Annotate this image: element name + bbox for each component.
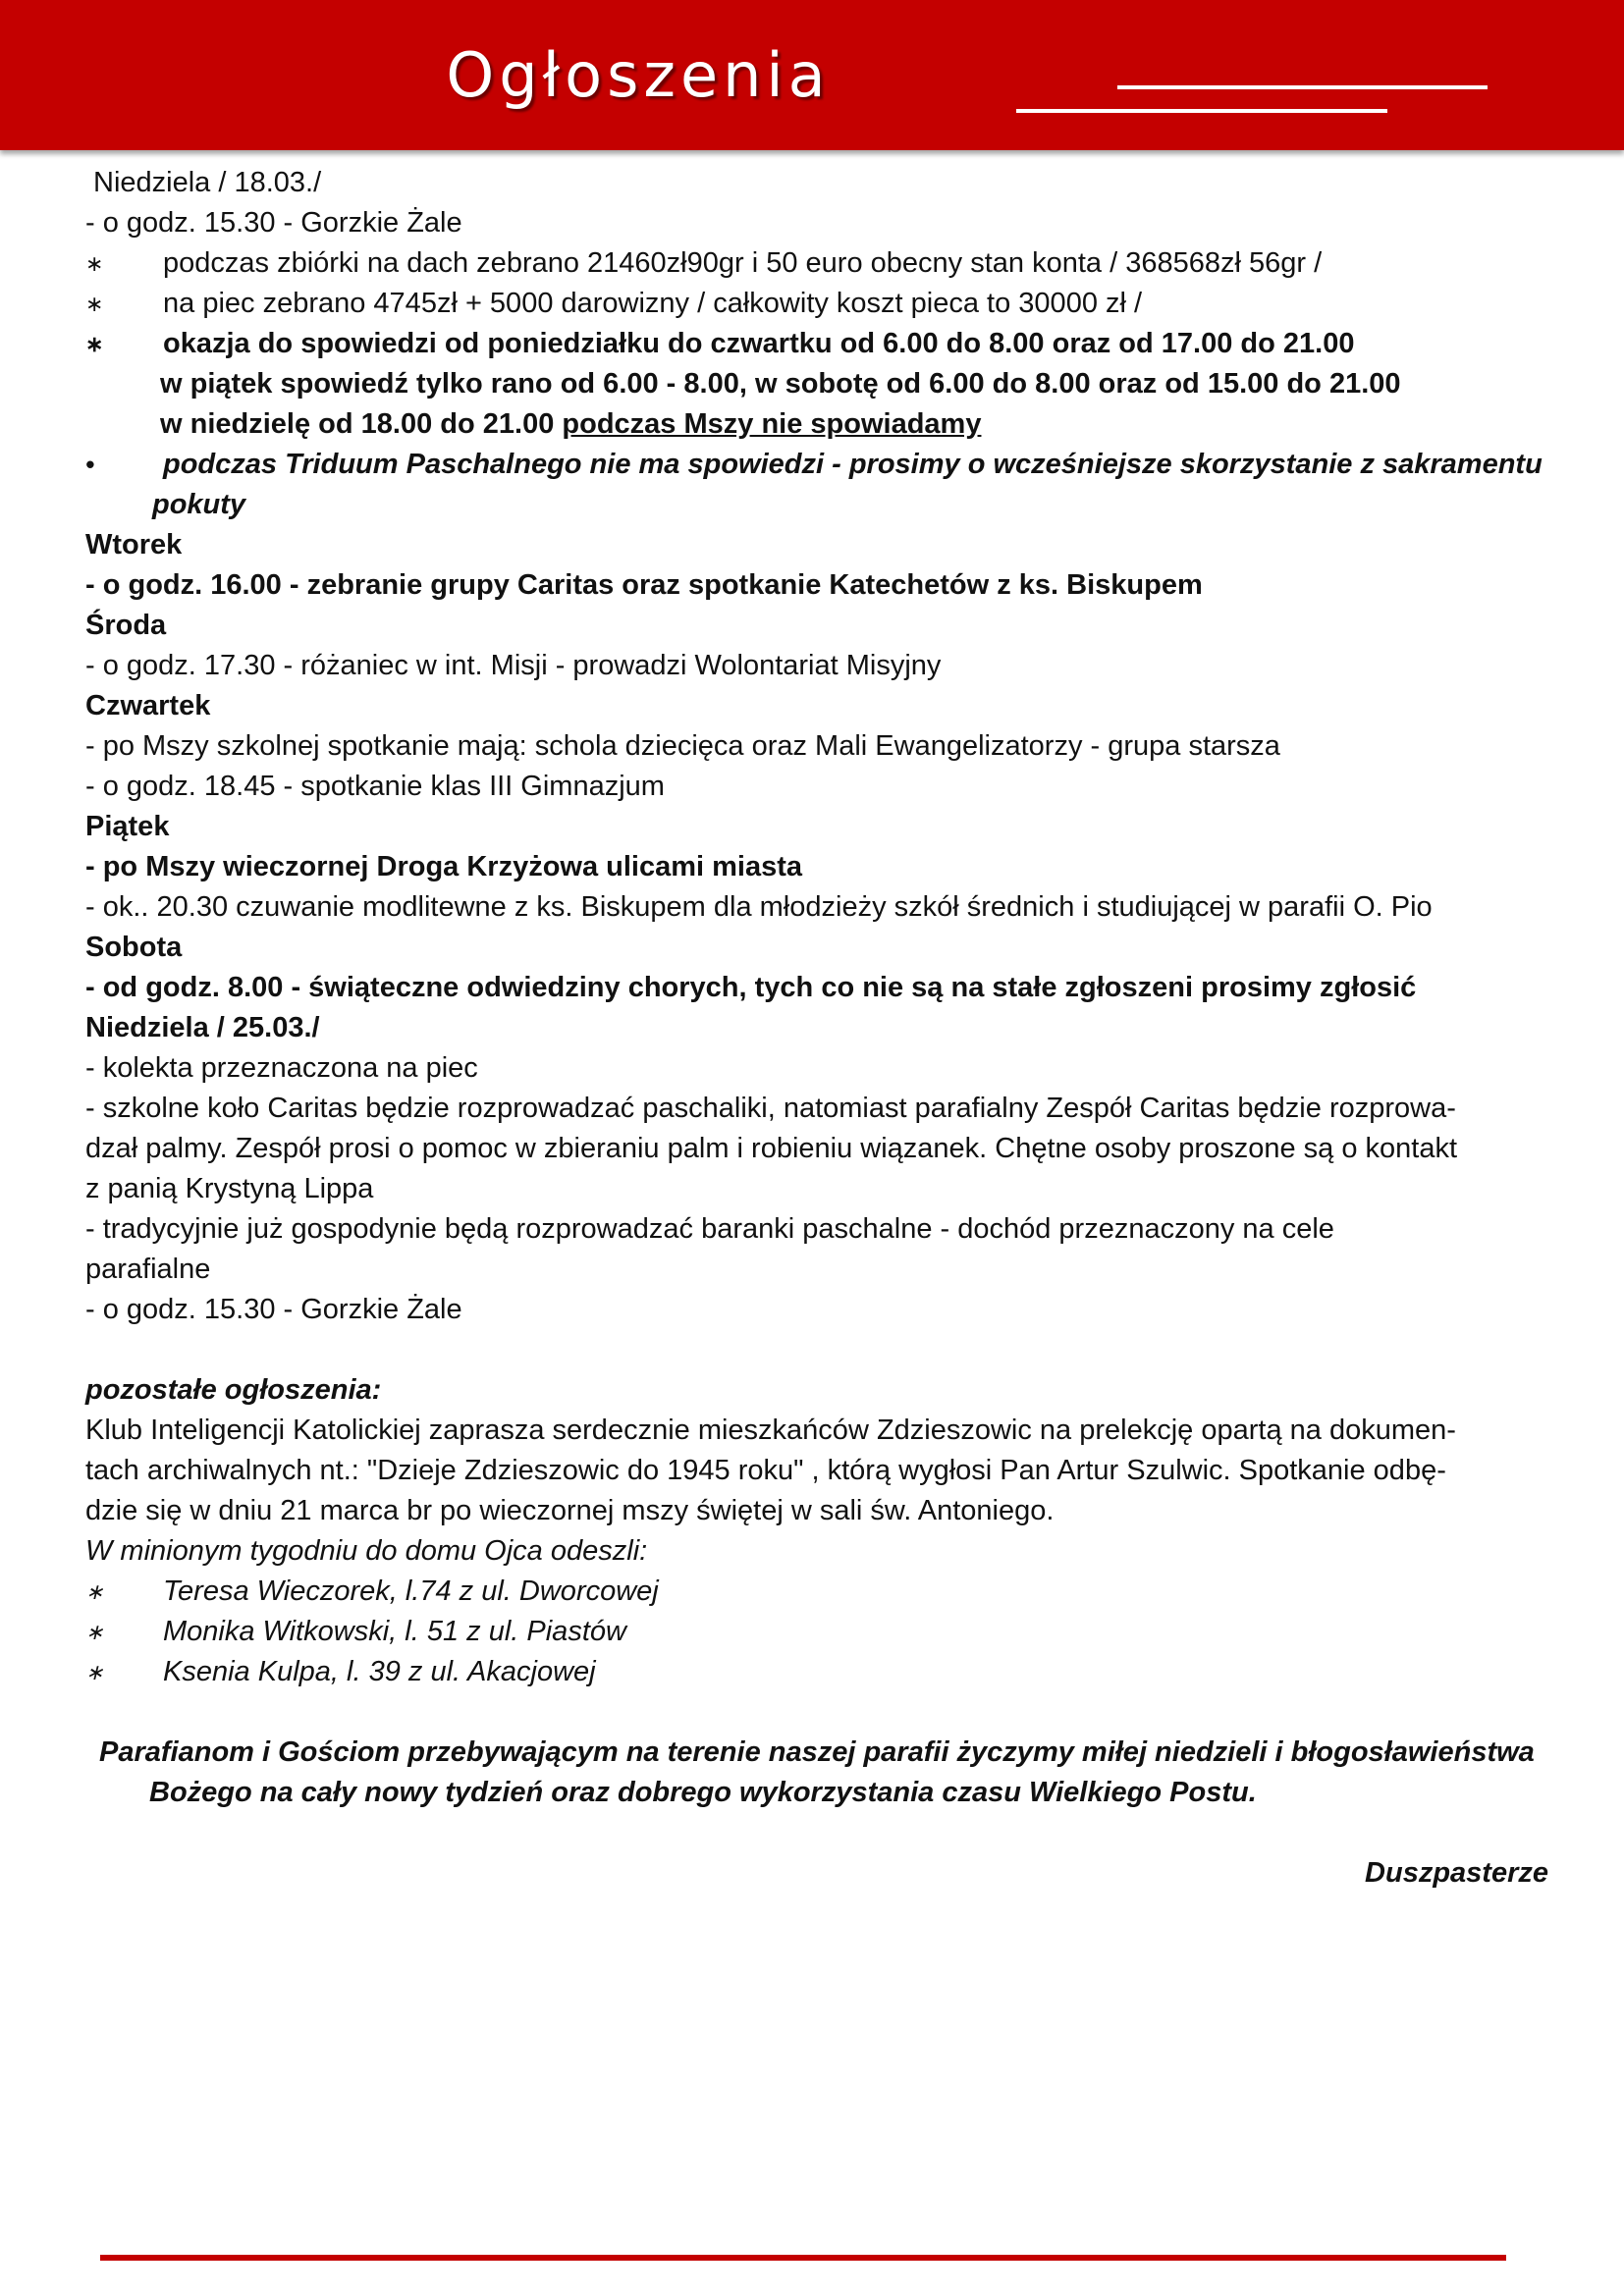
- asterisk-bullet-icon: ∗: [85, 251, 104, 276]
- announcement-line: - o godz. 18.45 - spotkanie klas III Gimnazjum: [85, 771, 665, 802]
- list-item-text: podczas Triduum Paschalnego nie ma spowiedzi - prosimy o wcześniejsze skorzystanie z sakramentu: [163, 449, 1543, 480]
- list-item-text: Monika Witkowski, l. 51 z ul. Piastów: [163, 1616, 626, 1647]
- other-announcements-heading: pozostałe ogłoszenia:: [85, 1374, 382, 1406]
- header-band: [0, 0, 1624, 150]
- spacer: [85, 1692, 1548, 1733]
- list-item: [85, 445, 1548, 485]
- announcement-line: - od godz. 8.00 - świąteczne odwiedziny chorych, tych co nie są na stałe zgłoszeni prosimy zgłosić: [85, 972, 1417, 1003]
- list-item-text: na piec zebrano 4745zł + 5000 darowizny / całkowity koszt pieca to 30000 zł /: [163, 288, 1143, 319]
- announcement-line: - tradycyjnie już gospodynie będą rozprowadzać baranki paschalne - dochód przeznaczony na cele: [85, 1213, 1334, 1245]
- header-decorative-line: [1117, 85, 1488, 89]
- announcement-line: parafialne: [85, 1254, 211, 1285]
- day-heading-thursday: Czwartek: [85, 690, 211, 721]
- asterisk-bullet-icon: ∗: [85, 332, 104, 356]
- day-heading-tuesday: Wtorek: [85, 529, 183, 561]
- spacer: [85, 1330, 1548, 1370]
- announcement-line: z panią Krystyną Lippa: [85, 1173, 374, 1204]
- announcement-line: tach archiwalnych nt.: "Dzieje Zdzieszowic do 1945 roku" , którą wygłosi Pan Artur Szulwic. Spotkanie odbę-: [85, 1455, 1446, 1486]
- announcement-line: - kolekta przeznaczona na piec: [85, 1052, 478, 1084]
- dot-bullet-icon: •: [85, 450, 95, 479]
- emphasized-note: podczas Mszy nie spowiadamy: [562, 408, 982, 440]
- page-title: Ogłoszenia: [446, 39, 831, 111]
- announcement-line: dzał palmy. Zespół prosi o pomoc w zbieraniu palm i robieniu wiązanek. Chętne osoby proszone są o kontakt: [85, 1133, 1458, 1164]
- announcement-line: - o godz. 15.30 - Gorzkie Żale: [85, 207, 462, 239]
- list-item: [85, 243, 1548, 284]
- list-item: [85, 324, 1548, 364]
- closing-wishes: Bożego na cały nowy tydzień oraz dobrego wykorzystania czasu Wielkiego Postu.: [149, 1777, 1257, 1808]
- list-item-continuation: [85, 404, 1548, 445]
- day-heading-saturday: Sobota: [85, 932, 183, 963]
- announcement-line: - szkolne koło Caritas będzie rozprowadzać paschaliki, natomiast parafialny Zespół Caritas będzie rozprowa-: [85, 1093, 1456, 1124]
- list-item-text: okazja do spowiedzi od poniedziałku do czwartku od 6.00 do 8.00 oraz od 17.00 do 21.00: [163, 328, 1355, 359]
- announcement-line: - ok.. 20.30 czuwanie modlitewne z ks. Biskupem dla młodzieży szkół średnich i studiującej w parafii O. Pio: [85, 891, 1433, 923]
- spacer: [85, 1813, 1548, 1853]
- announcement-line: - o godz. 16.00 - zebranie grupy Caritas oraz spotkanie Katechetów z ks. Biskupem: [85, 569, 1203, 601]
- sunday-heading: Niedziela / 18.03./: [93, 167, 322, 198]
- list-item: [85, 1572, 1548, 1612]
- deceased-heading: W minionym tygodniu do domu Ojca odeszli:: [85, 1535, 648, 1567]
- list-item-text: podczas zbiórki na dach zebrano 21460zł90gr i 50 euro obecny stan konta / 368568zł 56gr /: [163, 247, 1323, 279]
- day-heading-friday: Piątek: [85, 811, 170, 842]
- asterisk-bullet-icon: ∗: [85, 1579, 104, 1604]
- header-decorative-line: [1016, 109, 1387, 113]
- announcement-line: - po Mszy szkolnej spotkanie mają: schola dziecięca oraz Mali Ewangelizatorzy - grupa starsza: [85, 730, 1280, 762]
- asterisk-bullet-icon: ∗: [85, 292, 104, 316]
- asterisk-bullet-icon: ∗: [85, 1660, 104, 1684]
- announcement-line: Klub Inteligencji Katolickiej zaprasza serdecznie mieszkańców Zdzieszowic na prelekcję opartą na dokumen-: [85, 1415, 1456, 1446]
- announcement-line: - po Mszy wieczornej Droga Krzyżowa ulicami miasta: [85, 851, 803, 882]
- list-item: [85, 284, 1548, 324]
- day-heading-wednesday: Środa: [85, 610, 167, 641]
- announcement-line: - o godz. 15.30 - Gorzkie Żale: [85, 1294, 462, 1325]
- list-item: [85, 1612, 1548, 1652]
- announcements-body: [85, 163, 1548, 1894]
- list-item-text: w niedzielę od 18.00 do 21.00: [160, 408, 563, 440]
- list-item-continuation: w piątek spowiedź tylko rano od 6.00 - 8.00, w sobotę od 6.00 do 8.00 oraz od 15.00 do 21.00: [160, 368, 1401, 400]
- list-item-text: Teresa Wieczorek, l.74 z ul. Dworcowej: [163, 1575, 659, 1607]
- footer-rule: [100, 2255, 1506, 2261]
- sunday-heading: Niedziela / 25.03./: [85, 1012, 320, 1043]
- list-item-text: Ksenia Kulpa, l. 39 z ul. Akacjowej: [163, 1656, 596, 1687]
- closing-wishes: Parafianom i Gościom przebywającym na terenie naszej parafii życzymy miłej niedzieli i błogosławieństwa: [99, 1736, 1535, 1768]
- announcement-line: - o godz. 17.30 - różaniec w int. Misji - prowadzi Wolontariat Misyjny: [85, 650, 942, 681]
- signature: Duszpasterze: [1365, 1857, 1548, 1889]
- list-item-continuation: pokuty: [152, 489, 246, 520]
- list-item: [85, 1652, 1548, 1692]
- asterisk-bullet-icon: ∗: [85, 1620, 104, 1644]
- announcement-line: dzie się w dniu 21 marca br po wieczornej mszy świętej w sali św. Antoniego.: [85, 1495, 1055, 1526]
